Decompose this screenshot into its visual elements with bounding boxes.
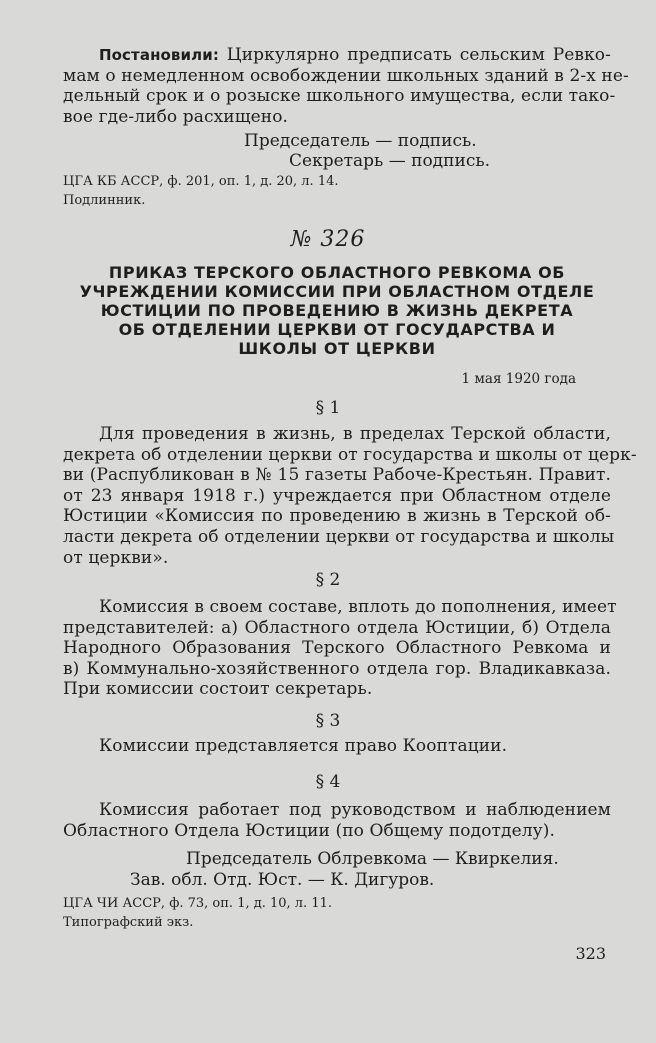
document-number: № 326 [290,227,366,252]
section-line: представителей: а) Областного отдела Юстиции, б) Отдела [63,617,611,638]
section-line: ви (Распубликован в № 15 газеты Рабоче-Крестьян. Правит. [63,465,611,486]
document-title [63,263,611,358]
section-line: Народного Образования Терского Областного Ревкома и [63,638,611,659]
section-line: Комиссии представляется право Кооптации. [99,736,508,756]
intro-source: ЦГА КБ АССР, ф. 201, оп. 1, д. 20, л. 14. [63,174,339,189]
closing-note: Типографский экз. [63,915,194,930]
section-line: от церкви». [63,547,169,568]
section-2-paragraph [63,597,617,700]
section-line: Комиссия в своем составе, вплоть до пополнения, имеет [99,597,617,617]
intro-paragraph [63,45,629,127]
intro-line: вое где-либо расхищено. [63,106,289,127]
section-line: Для проведения в жизнь, в пределах Терской области, [99,424,611,444]
intro-line: дельный срок и о розыске школьного имущества, если тако- [63,86,616,107]
section-line: Комиссия работает под руководством и наблюдением [99,800,611,820]
section-sign-2: § 2 [315,570,341,590]
document-date: 1 мая 1920 года [461,371,576,387]
section-line: При комиссии состоит секретарь. [63,679,373,700]
title-line: УЧРЕЖДЕНИИ КОМИССИИ ПРИ ОБЛАСТНОМ ОТДЕЛЕ [79,282,595,301]
intro-label: Постановили: [99,46,219,64]
intro-line: Постановили: Циркулярно предписать сельским Ревко- [99,45,611,65]
title-line: ПРИКАЗ ТЕРСКОГО ОБЛАСТНОГО РЕВКОМА ОБ [108,263,566,282]
section-sign-3: § 3 [315,711,341,731]
section-line: декрета об отделении церкви от государства и школы от церк- [63,444,637,465]
section-line: Областного Отдела Юстиции (по Общему подотделу). [63,820,555,841]
closing-signature-chair: Председатель Облревкома — Квиркелия. [186,849,559,869]
title-line: ШКОЛЫ ОТ ЦЕРКВИ [238,339,436,358]
section-sign-4: § 4 [315,772,341,792]
closing-source: ЦГА ЧИ АССР, ф. 73, оп. 1, д. 10, л. 11. [63,896,333,911]
intro-line: мам о немедленном освобождении школьных зданий в 2-х не- [63,65,629,86]
title-line: ОБ ОТДЕЛЕНИИ ЦЕРКВИ ОТ ГОСУДАРСТВА И [118,320,556,339]
closing-signature-justice: Зав. обл. Отд. Юст. — К. Дигуров. [130,870,435,890]
section-1-paragraph [63,424,637,568]
section-line: ласти декрета об отделении церкви от государства и школы [63,526,615,547]
intro-signature-chair: Председатель — подпись. [244,131,477,151]
section-sign-1: § 1 [315,398,341,418]
page-number: 323 [575,944,606,963]
section-line: Юстиции «Комиссия по проведению в жизнь в Терской об- [63,506,611,527]
section-line: от 23 января 1918 г.) учреждается при Областном отделе [63,485,611,506]
title-line: ЮСТИЦИИ ПО ПРОВЕДЕНИЮ В ЖИЗНЬ ДЕКРЕТА [100,301,574,320]
section-line: в) Коммунально-хозяйственного отдела гор. Владикавказа. [63,658,611,679]
section-4-paragraph [63,800,611,841]
intro-note: Подлинник. [63,193,146,208]
section-3-paragraph [63,736,611,757]
intro-signature-secretary: Секретарь — подпись. [289,151,490,171]
